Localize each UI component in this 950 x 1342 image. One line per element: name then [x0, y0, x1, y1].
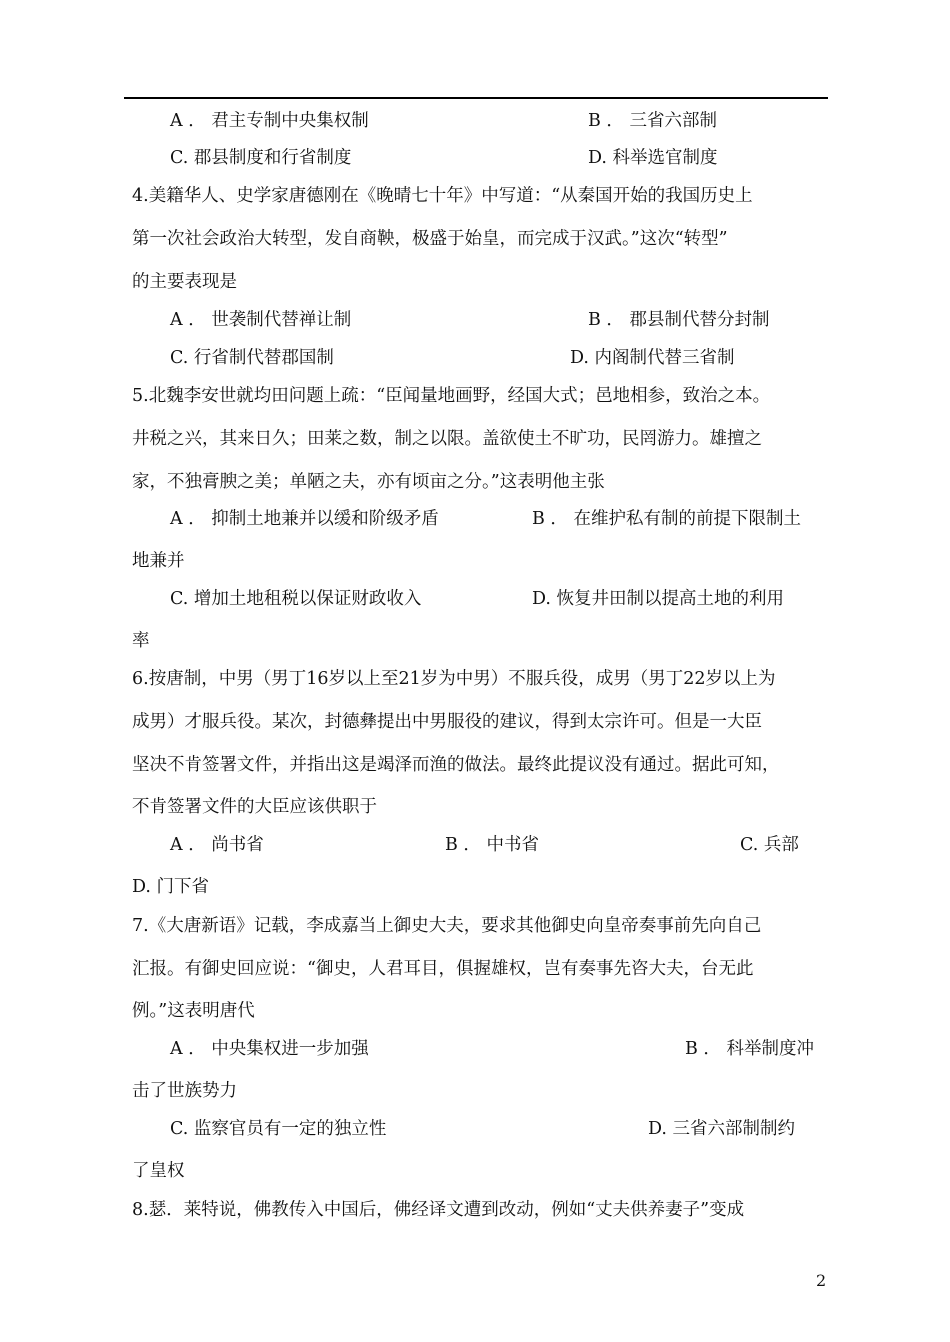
text-line: B ． 三省六部制: [588, 111, 717, 131]
text-line: 坚决不肯签署文件，并指出这是竭泽而渔的做法。最终此提议没有通过。据此可知，: [132, 755, 780, 775]
text-line: B ． 中书省: [445, 835, 539, 855]
text-line: D. 恢复井田制以提高土地的利用: [532, 589, 785, 609]
text-line: 7.《大唐新语》记载，李成嘉当上御史大夫，要求其他御史向皇帝奏事前先向自己: [132, 916, 762, 936]
text-line: 8.瑟．莱特说，佛教传入中国后，佛经译文遭到改动，例如“丈夫供养妻子”变成: [132, 1200, 745, 1220]
text-line: 5.北魏李安世就均田问题上疏：“臣闻量地画野，经国大式；邑地相参，致治之本。: [132, 386, 771, 406]
text-line: C. 增加土地租税以保证财政收入: [170, 589, 422, 609]
text-line: 率: [132, 631, 150, 651]
text-line: 第一次社会政治大转型，发自商鞅，极盛于始皇，而完成于汉武。”这次“转型”: [132, 229, 728, 249]
text-line: 成男）才服兵役。某次，封德彝提出中男服役的建议，得到太宗许可。但是一大臣: [132, 712, 762, 732]
text-line: A ． 尚书省: [170, 835, 264, 855]
text-line: A ． 中央集权进一步加强: [170, 1039, 369, 1059]
text-line: 地兼并: [132, 551, 185, 571]
text-line: D. 科举选官制度: [588, 148, 718, 168]
text-line: 击了世族势力: [132, 1081, 237, 1101]
text-line: D. 内阁制代替三省制: [570, 348, 735, 368]
text-line: 不肯签署文件的大臣应该供职于: [132, 797, 377, 817]
text-line: 家，不独膏腴之美；单陋之夫，亦有顷亩之分。”这表明他主张: [132, 472, 605, 492]
text-line: B ． 在维护私有制的前提下限制土: [532, 509, 801, 529]
text-line: B ． 科举制度冲: [685, 1039, 814, 1059]
text-line: 的主要表现是: [132, 272, 237, 292]
text-line: 汇报。有御史回应说：“御史，人君耳目，俱握雄权，岂有奏事先咨大夫，台无此: [132, 959, 754, 979]
text-line: D. 三省六部制制约: [648, 1119, 796, 1139]
text-line: 4.美籍华人、史学家唐德刚在《晚晴七十年》中写道：“从秦国开始的我国历史上: [132, 186, 753, 206]
text-line: A ． 世袭制代替禅让制: [170, 310, 352, 330]
text-line: 例。”这表明唐代: [132, 1001, 255, 1021]
text-line: 井税之兴，其来日久；田莱之数，制之以限。盖欲使土不旷功，民罔游力。雄擅之: [132, 429, 762, 449]
text-line: C. 兵部: [740, 835, 799, 855]
text-line: 了皇权: [132, 1161, 185, 1181]
page-number: 2: [816, 1271, 827, 1290]
text-line: C. 郡县制度和行省制度: [170, 148, 352, 168]
text-line: C. 监察官员有一定的独立性: [170, 1119, 387, 1139]
text-line: B ． 郡县制代替分封制: [588, 310, 770, 330]
text-line: C. 行省制代替郡国制: [170, 348, 334, 368]
text-line: 6.按唐制，中男（男丁16岁以上至21岁为中男）不服兵役，成男（男丁22岁以上为: [132, 669, 776, 689]
header-rule: [124, 97, 828, 99]
text-line: A ． 抑制土地兼并以缓和阶级矛盾: [170, 509, 439, 529]
text-line: D. 门下省: [132, 877, 210, 897]
text-line: A ． 君主专制中央集权制: [170, 111, 369, 131]
